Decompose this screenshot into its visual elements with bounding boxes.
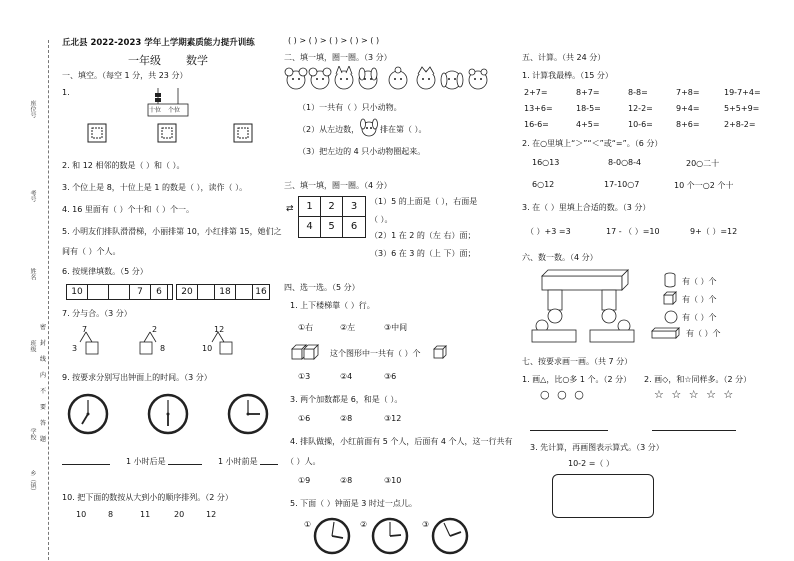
cube-icon — [432, 344, 448, 360]
arrow-indicator: ⇄ — [286, 204, 294, 214]
split-left: 8 — [160, 344, 166, 353]
s3-q1-cont: （ ）。 — [370, 215, 393, 224]
split-top: 2 — [152, 325, 158, 334]
split-left: 10 — [202, 344, 213, 353]
option[interactable]: ③10 — [384, 476, 402, 485]
calc-item: 18-5= — [576, 104, 601, 113]
option[interactable]: ②左 — [340, 323, 356, 332]
s2-q3: （3）把左边的 4 只小动物圈起来。 — [298, 147, 426, 156]
option[interactable]: ③6 — [384, 372, 397, 381]
q9-text: 9. 按要求分别写出钟面上的时间。（3 分） — [62, 373, 212, 382]
grid-cell: 4 — [298, 216, 321, 238]
circle-row: ○ ○ ○ — [540, 388, 586, 401]
abacus-diagram — [80, 84, 280, 154]
compare-item: 10 个一○2 个十 — [674, 181, 734, 190]
r5-q3: 3. 在（ ）里填上合适的数。（3 分） — [522, 203, 651, 212]
option[interactable]: ①9 — [298, 476, 311, 485]
clock-face — [146, 392, 190, 436]
clock-answer-line[interactable] — [168, 458, 202, 467]
r7-q1: 1. 画△，比○多 1 个。（2 分） — [522, 375, 632, 384]
side-label: 考号 — [29, 190, 36, 202]
option[interactable]: ①6 — [298, 414, 311, 423]
grid-cell: 2 — [320, 196, 343, 217]
abacus-tens-label: 十位 — [149, 107, 162, 114]
q7-text: 7. 分与合。（3 分） — [62, 309, 132, 318]
side-label: 姓名 — [29, 268, 36, 280]
sequence-cell[interactable] — [197, 284, 215, 300]
calc-item: 10-6= — [628, 120, 653, 129]
split-top: 12 — [214, 325, 225, 334]
number-item: 12 — [206, 510, 217, 519]
section-3-heading: 三、填一填，圈一圈。（4 分） — [284, 181, 392, 190]
page-title: 丘北县 2022-2023 学年上学期素质能力提升训练 — [62, 38, 255, 48]
option[interactable]: ②8 — [340, 414, 353, 423]
calc-item: 16-6= — [524, 120, 549, 129]
side-label: 乡（镇） — [29, 470, 36, 494]
calc-item: 2+7= — [524, 88, 548, 97]
calc-item: 5+5+9= — [724, 104, 760, 113]
split-top: 7 — [82, 325, 88, 334]
sequence-cell[interactable] — [167, 284, 173, 300]
side-label: 班级 — [29, 340, 36, 352]
shape-count: 有（ ）个 — [682, 277, 717, 286]
sequence-cell: 6 — [150, 284, 168, 300]
calc-item: 12-2= — [628, 104, 653, 113]
fill-item: 17 - （ ）=10 — [606, 227, 660, 236]
clock-caption: 1 小时前是 — [218, 457, 258, 466]
number-item: 11 — [140, 510, 151, 519]
s4-q1: 1. 上下楼梯靠（ ）行。 — [290, 301, 375, 310]
clock-face — [226, 392, 270, 436]
animal-row — [284, 66, 494, 96]
shape-count: 有（ ）个 — [682, 313, 717, 322]
calc-item: 13+6= — [524, 104, 553, 113]
animal-icon — [358, 118, 380, 138]
cube-icon — [662, 290, 678, 306]
q4-text: 4. 16 里面有（ ）个十和（ ）个一。 — [62, 205, 194, 214]
section-1-heading: 一、填空。（每空 1 分，共 23 分） — [62, 71, 188, 80]
answer-line[interactable] — [530, 430, 608, 431]
calc-item: 8-8= — [628, 88, 648, 97]
shape-count: 有（ ）个 — [686, 329, 721, 338]
s3-q2: （2）1 在 2 的（左 右）面； — [370, 231, 476, 240]
grid-cell: 6 — [342, 216, 366, 238]
q6-text: 6. 按规律填数。（5 分） — [62, 267, 148, 276]
number-item: 20 — [174, 510, 185, 519]
q3-text: 3. 个位上是 8，十位上是 1 的数是（ ），读作（ ）。 — [62, 183, 248, 192]
sequence-cell[interactable] — [235, 284, 253, 300]
binding-line — [48, 40, 49, 560]
sequence-cell: 20 — [176, 284, 198, 300]
q5-text-cont: 间有（ ）个人。 — [62, 247, 121, 256]
compare-item: 20○二十 — [686, 159, 720, 168]
calc-item: 8+7= — [576, 88, 600, 97]
s4-q4-cont: （ ）人。 — [286, 457, 321, 466]
sequence-cell: 10 — [66, 284, 88, 300]
star-row: ☆ ☆ ☆ ☆ ☆ — [654, 388, 736, 401]
sequence-cell: 7 — [129, 284, 151, 300]
cube-stack-icon — [290, 342, 328, 362]
s4-q3: 3. 两个加数都是 6，和是（ ）。 — [290, 395, 403, 404]
calc-item: 19-7+4= — [724, 88, 761, 97]
grade-label: 一年级 — [128, 54, 161, 67]
answer-line[interactable] — [652, 430, 736, 431]
cylinder-icon — [662, 272, 678, 288]
r7-q2: 2. 画◇，和☆同样多。（2 分） — [644, 375, 752, 384]
q10-text: 10. 把下面的数按从大到小的顺序排列。（2 分） — [62, 493, 233, 502]
option[interactable]: ②8 — [340, 476, 353, 485]
compare-row: ( ) > ( ) > ( ) > ( ) > ( ) — [288, 36, 380, 45]
q5-text: 5. 小明友们排队滑滑梯，小丽排第 10，小红排第 15，她们之 — [62, 227, 282, 236]
option[interactable]: ③ — [422, 520, 430, 529]
clock-caption: 1 小时后是 — [126, 457, 166, 466]
fill-item: （ ）+3 =3 — [526, 227, 571, 236]
shape-count: 有（ ）个 — [682, 295, 717, 304]
calc-item: 2+8-2= — [724, 120, 756, 129]
r7-q3: 3. 先计算，再画图表示算式。（3 分） — [530, 443, 664, 452]
drawing-box[interactable] — [552, 474, 654, 518]
option[interactable]: ① — [304, 520, 312, 529]
option[interactable]: ② — [360, 520, 368, 529]
grid-cell: 5 — [320, 216, 343, 238]
fill-item: 9+（ ）=12 — [690, 227, 738, 236]
section-4-heading: 四、选一选。（5 分） — [284, 283, 360, 292]
split-left: 3 — [72, 344, 78, 353]
side-label: 座位号 — [29, 100, 36, 118]
clock-face — [370, 516, 410, 556]
grid-cell: 3 — [342, 196, 366, 217]
number-item: 10 — [76, 510, 87, 519]
sequence-cell[interactable] — [108, 284, 130, 300]
section-5-heading: 五、计算。（共 24 分） — [522, 53, 606, 62]
clock-face — [312, 516, 352, 556]
subject-label: 数学 — [186, 54, 208, 67]
section-2-heading: 二、填一填，圈一圈。（3 分） — [284, 53, 392, 62]
sequence-cell: 16 — [252, 284, 270, 300]
option[interactable]: ③中间 — [384, 323, 408, 332]
compare-item: 17-10○7 — [604, 180, 640, 189]
s4-q5: 5. 下面（ ）钟面是 3 时过一点儿。 — [290, 499, 417, 508]
cuboid-icon — [650, 326, 682, 340]
q1-number: 1. — [62, 88, 70, 97]
option[interactable]: ③12 — [384, 414, 402, 423]
s2-q2: （2）从左边数， — [298, 125, 360, 134]
r5-q2: 2. 在○里填上“＞”“＜”或“=”。（6 分） — [522, 139, 663, 148]
compare-item: 16○13 — [532, 158, 560, 167]
clock-face — [430, 516, 470, 556]
side-label: 学校 — [29, 428, 36, 440]
counting-frame — [88, 124, 252, 142]
r5-q1: 1. 计算我最棒。（15 分） — [522, 71, 613, 80]
s4-q2: 这个图形中一共有（ ）个 — [330, 349, 421, 358]
sphere-icon — [664, 310, 678, 324]
s2-q1: （1）一共有（ ）只小动物。 — [298, 103, 402, 112]
option[interactable]: ②4 — [340, 372, 353, 381]
r7-q3-formula: 10-2 =（ ） — [568, 459, 614, 468]
compare-item: 6○12 — [532, 180, 555, 189]
seal-note: 密封线内不要答题 — [40, 324, 47, 443]
block-structure — [528, 268, 636, 348]
clock-face — [66, 392, 110, 436]
sequence-cell[interactable] — [87, 284, 109, 300]
grid-cell: 1 — [298, 196, 321, 217]
s3-q3: （3）6 在 3 的（上 下）面； — [370, 249, 476, 258]
s2-q2-cont: 排在第（ ）。 — [380, 125, 427, 134]
clock-answer-line[interactable] — [62, 458, 110, 467]
sequence-cell: 18 — [214, 284, 236, 300]
option[interactable]: ①3 — [298, 372, 311, 381]
section-6-heading: 六、数一数。（4 分） — [522, 253, 598, 262]
calc-item: 8+6= — [676, 120, 700, 129]
q2-text: 2. 和 12 相邻的数是（ ）和（ ）。 — [62, 161, 185, 170]
number-split-diagrams — [66, 324, 266, 360]
s3-q1: （1）5 的上面是（ ），右面是 — [370, 197, 478, 206]
section-7-heading: 七、按要求画一画。（共 7 分） — [522, 357, 633, 366]
abacus-ones-label: 个位 — [168, 107, 181, 114]
option[interactable]: ①右 — [298, 323, 314, 332]
calc-item: 7+8= — [676, 88, 700, 97]
calc-item: 4+5= — [576, 120, 600, 129]
number-item: 8 — [108, 510, 114, 519]
calc-item: 9+4= — [676, 104, 700, 113]
s4-q4: 4. 排队做操，小红前面有 5 个人，后面有 4 个人，这一行共有 — [290, 437, 513, 446]
clock-answer-line[interactable] — [260, 458, 278, 467]
compare-item: 8-0○8-4 — [608, 158, 642, 167]
